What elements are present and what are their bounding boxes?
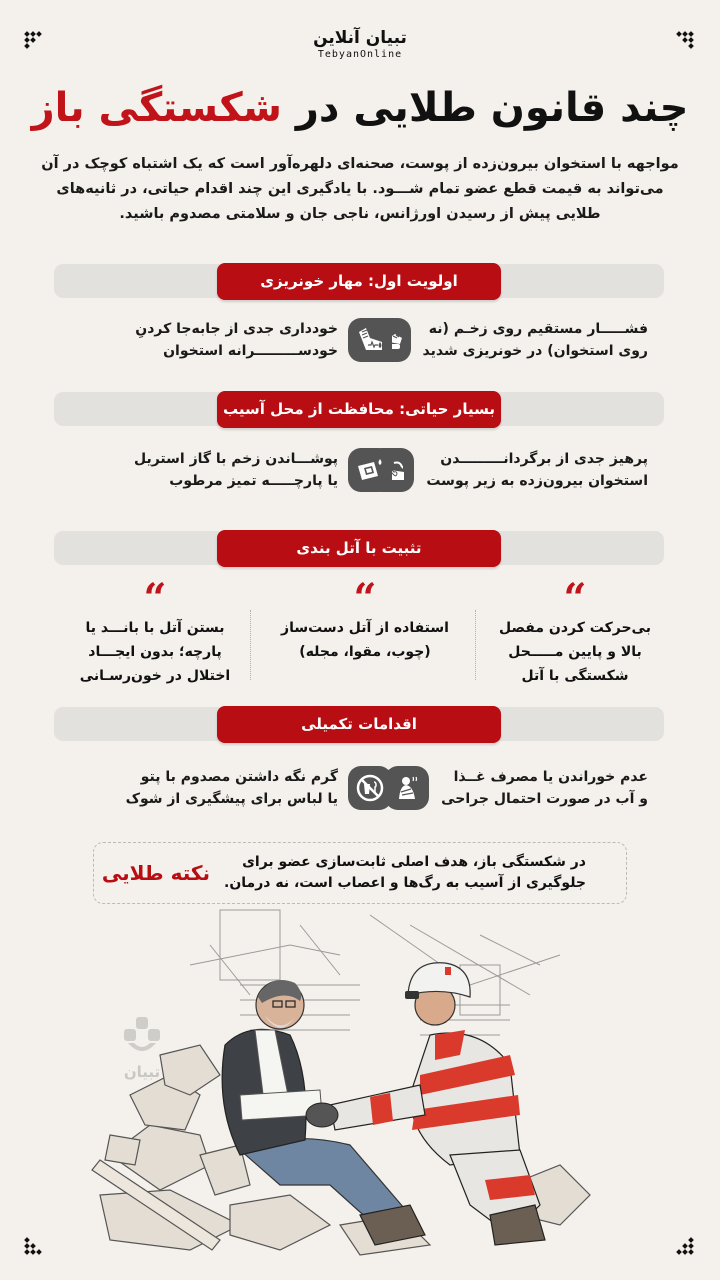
quote-line: بستن آتل با بانـــد یا (85, 620, 225, 636)
tip-line: پوشـــاندن زخم با گاز استریل (133, 451, 338, 467)
tip-line: خودســـــــــرانه استخوان (163, 343, 338, 359)
title-main: چند قانون طلایی در (281, 85, 689, 131)
corner-ornament-bottom-left (23, 1236, 45, 1258)
quote-improvised-splint (275, 575, 455, 664)
section-title: اولویت اول: مهار خونریزی (217, 263, 501, 300)
tip-do-not-push-bone (370, 448, 648, 492)
section-header-protect-site (54, 392, 664, 426)
quote-tie-splint (65, 575, 245, 688)
watermark-text: تبیان (123, 1063, 161, 1081)
tip-line: یا پارچـــــه تمیز مرطوب (169, 473, 338, 489)
quote-mark-icon: “ (563, 575, 587, 622)
section-title: بسیار حیاتی: محافظت از محل آسیب (217, 391, 501, 428)
tip-line: روی استخوان) در خونریزی شدید (422, 343, 648, 359)
quote-line: (چوب، مقوا، مجله) (299, 644, 431, 660)
tip-line: یا لباس برای پیشگیری از شوک (125, 791, 338, 807)
quote-line: بی‌حرکت کردن مفصل (499, 620, 651, 636)
quote-line: پارچه؛ بدون ایجـــاد (88, 644, 222, 660)
rescue-illustration (90, 905, 635, 1260)
tebyan-logo-icon (120, 1015, 164, 1059)
section-header-bleeding (54, 264, 664, 298)
intro-paragraph: مواجهه با استخوان بیرون‌زده از پوست، صحنه‌ای دلهره‌آور است که یک اشتباه کوچک در آن می‌تواند به قیمت قطع عضو تمام شـــود. با یادگیری این چند اقدام حیاتی، در ثانیه‌های طلایی پیش از رسیدن اورژانس، ناجی جان و سلامتی مصدوم باشید. (41, 156, 679, 222)
golden-tip-label: نکته طلایی (101, 861, 211, 885)
brand-name-fa: تبیان آنلاین (313, 28, 407, 48)
tip-line: و آب در صورت احتمال جراحی (441, 791, 648, 807)
tip-keep-warm (126, 766, 392, 810)
quote-line: بالا و پایین مـــــحل (508, 644, 642, 660)
tip-no-food-water (385, 766, 648, 810)
tip-line: استخوان بیرون‌زده به زیر پوست (426, 473, 648, 489)
tip-cover-wound (134, 448, 392, 492)
watermark-logo (112, 1015, 172, 1081)
golden-tip-line: جلوگیری از آسیب به رگ‌ها و اعصاب است، نه درمان. (224, 875, 586, 891)
golden-tip-box (93, 842, 627, 904)
tip-do-not-move-bone (135, 318, 392, 362)
page-title (0, 82, 720, 134)
tip-line: عدم خوراندن یا مصرف غــذا (453, 769, 648, 785)
section-header-supplementary (54, 707, 664, 741)
tip-direct-pressure (367, 318, 648, 362)
corner-ornament-bottom-right (675, 1236, 697, 1258)
tip-line: گرم نگه داشتن مصدوم با پتو (140, 769, 338, 785)
tip-line: خودداری جدی از جابه‌جا کردنِ (135, 321, 338, 337)
divider (475, 610, 476, 680)
brand-logo (0, 28, 720, 60)
quote-mark-icon: “ (143, 575, 167, 622)
quote-line: استفاده از آتل دست‌ساز (281, 620, 449, 636)
bandaged-arm-icon (348, 318, 392, 362)
brand-name-en: TebyanOnline (317, 49, 403, 60)
section-title: تثبیت با آتل بندی (217, 530, 501, 567)
quote-mark-icon: “ (353, 575, 377, 622)
quote-line: شکستگی با آتل (521, 668, 629, 684)
tip-line: فشـــــار مستقیم روی زخـم (نه (428, 321, 648, 337)
sterile-gauze-icon (348, 448, 392, 492)
no-food-drink-icon (348, 766, 392, 810)
section-title: اقدامات تکمیلی (217, 706, 501, 743)
golden-tip-line: در شکستگی باز، هدف اصلی ثابت‌سازی عضو برای (242, 854, 586, 870)
tip-line: پرهیز جدی از برگردانـــــــــدن (440, 451, 648, 467)
section-header-splinting (54, 531, 664, 565)
quote-line: اختلال در خون‌رسـانی (79, 668, 231, 684)
divider (250, 610, 251, 680)
quote-immobilize (485, 575, 665, 688)
title-accent: شکستگی باز (31, 85, 282, 131)
